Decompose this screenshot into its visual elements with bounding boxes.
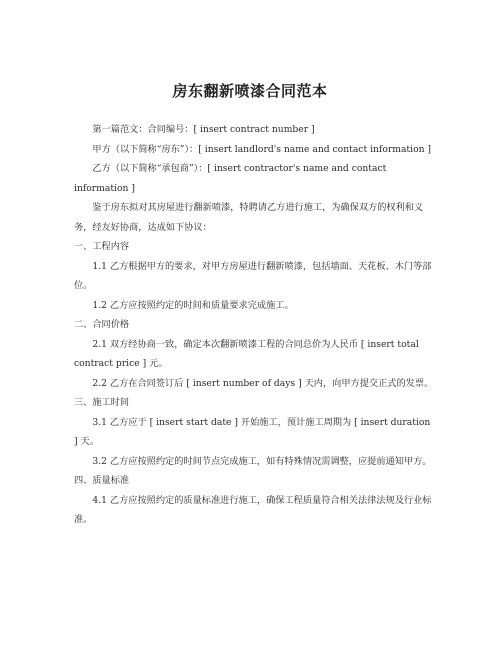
document-body bbox=[74, 120, 434, 530]
clause-4-1: 4.1 乙方应按照约定的质量标准进行施工，确保工程质量符合相关法律法规及行业标准。 bbox=[74, 494, 432, 525]
section-heading-contract-price: 二、合同价格 bbox=[74, 319, 130, 330]
contract-number-line: 第一篇范文：合同编号：[ insert contract number ] bbox=[92, 124, 315, 135]
clause-1-2: 1.2 乙方应按照约定的时间和质量要求完成施工。 bbox=[92, 299, 294, 311]
clause-1-1: 1.1 乙方根据甲方的要求，对甲方房屋进行翻新喷漆，包括墙面、天花板、木门等部位。 bbox=[74, 260, 432, 291]
section-heading-construction-time: 三、施工时间 bbox=[74, 397, 130, 408]
clause-3-1: 3.1 乙方应于 [ insert start date ] 开始施工，预计施工周期为 [ insert duration ] 天。 bbox=[74, 416, 431, 447]
clause-3-2: 3.2 乙方应按照约定的时间节点完成施工，如有特殊情况需调整，应提前通知甲方。 bbox=[92, 455, 432, 467]
preamble: 鉴于房东拟对其房屋进行翻新喷漆，特聘请乙方进行施工，为确保双方的权利和义务，经友好协商，达成如下协议： bbox=[74, 202, 424, 233]
clause-2-1: 2.1 双方经协商一致，确定本次翻新喷漆工程的合同总价为人民币 [ insert total contract price ] 元。 bbox=[74, 338, 419, 369]
section-heading-quality-standard: 四、质量标准 bbox=[74, 475, 130, 486]
party-b-line: 乙方（以下简称“承包商”）：[ insert contractor's name and contact information ] bbox=[74, 163, 387, 194]
document-title: 房东翻新喷漆合同范本 bbox=[172, 82, 328, 100]
clause-2-2: 2.2 乙方在合同签订后 [ insert number of days ] 天内，向甲方提交正式的发票。 bbox=[92, 377, 434, 389]
party-a-line: 甲方（以下简称“房东”）：[ insert landlord's name and contact information ] bbox=[92, 143, 432, 155]
section-heading-work-content: 一、工程内容 bbox=[74, 241, 130, 252]
